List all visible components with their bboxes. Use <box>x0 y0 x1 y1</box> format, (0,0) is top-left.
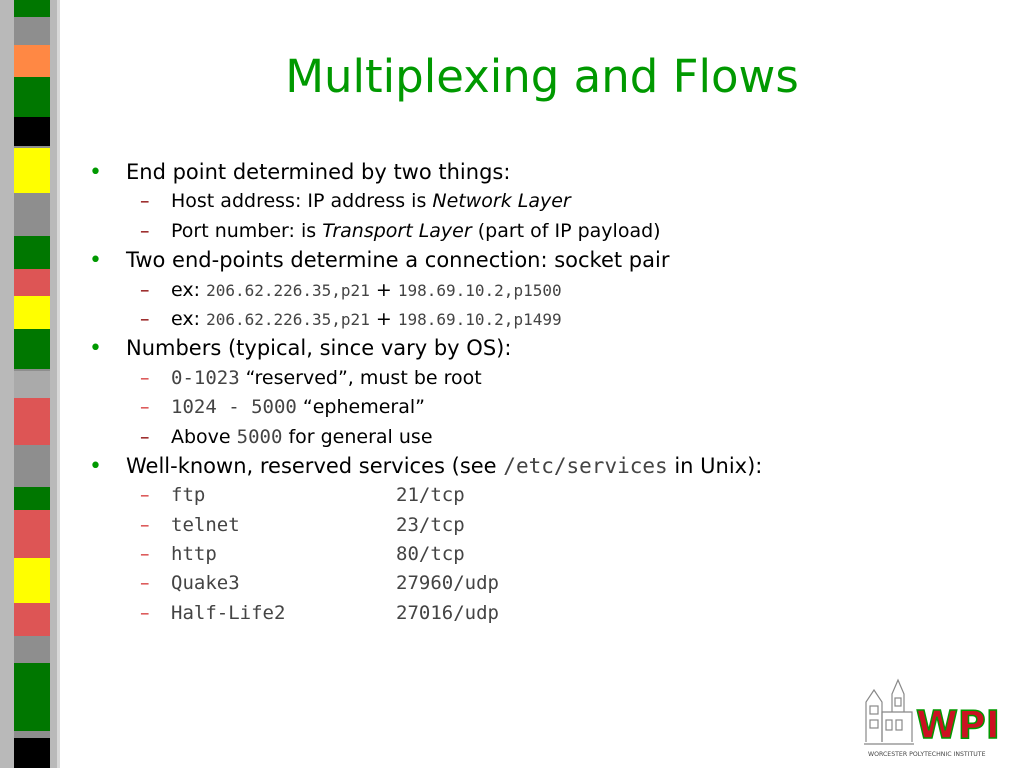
service-row <box>0 481 1000 510</box>
bullet-item <box>0 246 1000 275</box>
port-value: 5000 <box>236 425 283 448</box>
bullet-text: in Unix): <box>667 453 763 478</box>
sub-item <box>0 276 1000 305</box>
socket-address: 206.62.226.35,p21 <box>206 280 370 300</box>
bullet-marker: • <box>89 248 102 274</box>
bullet-marker: • <box>89 160 102 185</box>
wpi-logo <box>862 672 1012 760</box>
service-name: Half-Life2 <box>171 601 286 624</box>
sub-item-text: for general use <box>282 425 433 448</box>
bullet-item <box>0 452 1000 481</box>
bullet-text: Numbers (typical, since vary by OS): <box>126 336 512 361</box>
service-name: http <box>171 543 217 566</box>
bullet-text: Two end-points determine a connection: socket pair <box>126 248 670 273</box>
logo-subtext: WORCESTER POLYTECHNIC INSTITUTE <box>868 751 986 758</box>
sidebar-block <box>14 77 50 117</box>
building-icon <box>864 680 914 744</box>
socket-address: 198.69.10.2,p1499 <box>397 309 562 329</box>
sub-item-marker: – <box>140 190 150 213</box>
service-port: 80/tcp <box>396 543 465 566</box>
sub-item-marker: – <box>140 572 150 595</box>
bullet-marker: • <box>89 453 102 479</box>
sub-item <box>0 364 1000 393</box>
sidebar-block <box>14 663 50 731</box>
bullet-text: Well-known, reserved services (see <box>126 453 504 478</box>
service-port: 27016/udp <box>396 601 499 624</box>
file-path: /etc/services <box>503 453 668 478</box>
sub-item-text: Host address: IP address is <box>171 190 433 213</box>
sub-item-marker: – <box>140 484 150 507</box>
slide-content <box>0 158 1000 628</box>
plus-sign: + <box>375 278 392 301</box>
service-name: ftp <box>171 484 206 507</box>
service-port: 21/tcp <box>396 484 465 507</box>
sub-item-label: ex: <box>171 278 201 301</box>
sidebar-block <box>14 45 50 77</box>
service-row <box>0 599 1000 628</box>
sidebar-block <box>14 0 50 17</box>
bullet-item <box>0 158 1000 187</box>
bullet-text: End point determined by two things: <box>126 160 511 184</box>
sub-item-marker: – <box>140 425 150 448</box>
socket-address: 206.62.226.35,p21 <box>206 309 370 329</box>
plus-sign: + <box>375 307 392 330</box>
sidebar-block <box>14 738 50 768</box>
sub-item-emphasis: Network Layer <box>432 190 571 213</box>
sub-item-text: “ephemeral” <box>296 396 425 419</box>
sub-item-text: Above <box>171 425 237 448</box>
service-row <box>0 540 1000 569</box>
bullet-item <box>0 334 1000 363</box>
sub-item-marker: – <box>140 219 150 242</box>
port-range: 1024 - 5000 <box>171 396 297 419</box>
logo-wordmark: WPI <box>916 703 1000 747</box>
sub-item-text: (part of IP payload) <box>471 219 661 242</box>
service-row <box>0 511 1000 540</box>
sub-item <box>0 187 1000 216</box>
sub-item-marker: – <box>140 278 150 301</box>
port-range: 0-1023 <box>171 366 240 389</box>
sub-item-marker: – <box>140 601 150 624</box>
service-name: Quake3 <box>171 572 240 595</box>
sub-item-text: Port number: is <box>171 219 323 242</box>
sub-item <box>0 217 1000 246</box>
sub-item-marker: – <box>140 543 150 566</box>
sub-item-text: “reserved”, must be root <box>239 366 482 389</box>
sidebar-block <box>14 117 50 146</box>
sub-item <box>0 305 1000 334</box>
bullet-marker: • <box>89 336 102 362</box>
sub-item-marker: – <box>140 366 150 389</box>
sub-item <box>0 393 1000 422</box>
service-port: 23/tcp <box>396 513 465 536</box>
sub-item-marker: – <box>140 513 150 536</box>
sub-item-label: ex: <box>171 307 201 330</box>
service-port: 27960/udp <box>396 572 499 595</box>
slide-title: Multiplexing and Flows <box>285 50 799 103</box>
sub-item-marker: – <box>140 396 150 419</box>
sub-item-emphasis: Transport Layer <box>322 219 472 242</box>
sub-item-marker: – <box>140 307 150 330</box>
socket-address: 198.69.10.2,p1500 <box>397 280 562 300</box>
service-name: telnet <box>171 513 240 536</box>
sub-item <box>0 423 1000 452</box>
service-row <box>0 569 1000 598</box>
